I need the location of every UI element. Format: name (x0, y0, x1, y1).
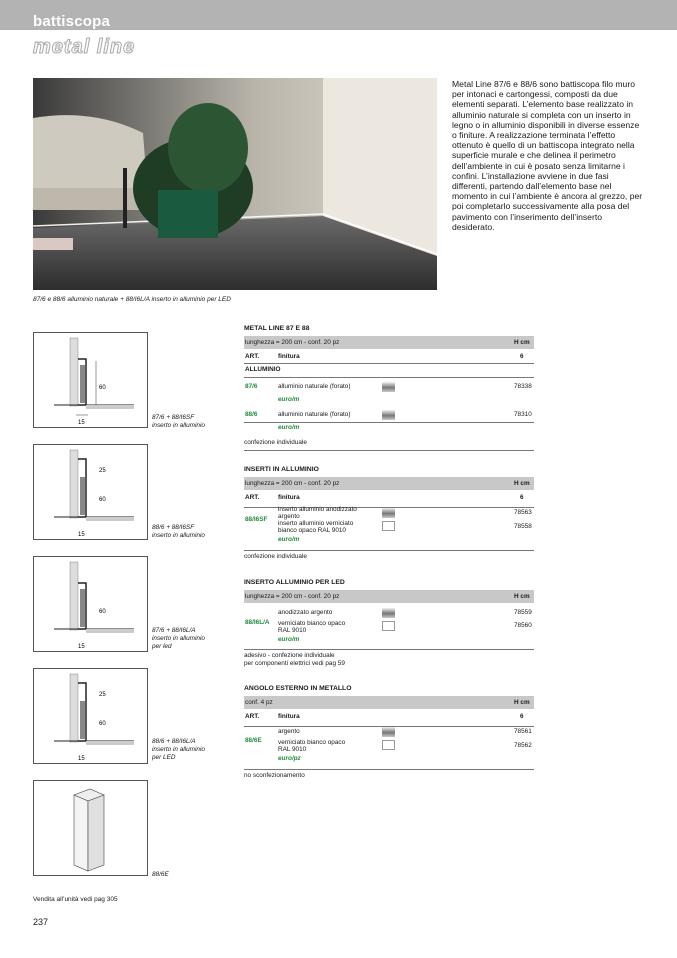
finish: alluminio naturale (forato) (278, 383, 351, 390)
table-spec-row (244, 336, 534, 350)
dim-depth: 15 (78, 756, 85, 762)
table-header-row (244, 710, 534, 724)
profile-drawing (34, 333, 147, 427)
divider (244, 649, 534, 650)
finish-1: anodizzato argento (278, 609, 333, 616)
unit: euro/m (278, 424, 300, 431)
diagram-profile-87-6-led (33, 556, 148, 652)
h-val: 6 (520, 494, 524, 501)
h-col: H cm (514, 593, 530, 600)
table-note: adesivo - confezione individuale per componenti elettrici vedi pag 59 (244, 652, 345, 667)
photo-caption: 87/6 e 88/6 alluminio naturale + 88/I6L/A inserto in alluminio per LED (33, 296, 231, 303)
dim-height: 60 (99, 497, 106, 503)
table-title: INSERTI IN ALLUMINIO (244, 466, 319, 473)
table-metal-line (244, 325, 534, 446)
dim-depth: 15 (78, 644, 85, 650)
dim-height: 60 (99, 609, 106, 615)
table-row (244, 505, 534, 548)
table-inserti-alluminio (244, 466, 534, 560)
table-angolo-esterno (244, 685, 534, 779)
table-note: confezione individuale (244, 553, 307, 560)
swatch-white (382, 621, 395, 631)
table-spec-row (244, 590, 534, 604)
diagram-profile-88-6 (33, 444, 148, 540)
finish-2: inserto alluminio verniciato bianco opaco RAL 9010 (278, 520, 354, 534)
finish-1: inserto alluminio anodizzato argento (278, 506, 357, 520)
table-title: ANGOLO ESTERNO IN METALLO (244, 685, 352, 692)
dim-height: 60 (99, 385, 106, 391)
table-spec-row (244, 477, 534, 491)
dim-depth: 15 (78, 420, 85, 426)
code-num: 78310 (514, 411, 532, 418)
spec: lunghezza = 200 cm - conf. 20 pz (245, 480, 340, 487)
code-num-1: 78563 (514, 509, 532, 516)
code-num-1: 78561 (514, 728, 532, 735)
table-title: METAL LINE 87 E 88 (244, 325, 310, 332)
diagram-label-1: 87/6 + 88/I6SF inserto in alluminio (152, 414, 205, 429)
diagram-corner-88-6e (33, 780, 148, 876)
code-num-2: 78562 (514, 742, 532, 749)
art-col: ART. (245, 494, 260, 501)
table-row (244, 378, 534, 407)
swatch-silver (382, 410, 395, 420)
diagram-label-3: 87/6 + 88/I6L/A inserto in alluminio per led (152, 627, 205, 650)
product-line-title: metal line (33, 36, 136, 58)
spec: lunghezza = 200 cm - conf. 20 pz (245, 593, 340, 600)
table-inserto-led (244, 579, 534, 668)
dim-top: 25 (99, 468, 106, 474)
dim-height: 60 (99, 721, 106, 727)
dim-depth: 15 (78, 532, 85, 538)
spec: lunghezza = 200 cm - conf. 20 pz (245, 339, 340, 346)
code-num: 78338 (514, 383, 532, 390)
finish-col: finitura (278, 353, 300, 360)
table-spec-row (244, 696, 534, 710)
art-col: ART. (245, 353, 260, 360)
header-bar (0, 0, 677, 30)
profile-drawing (34, 557, 147, 651)
room-illustration (33, 78, 437, 290)
finish-col: finitura (278, 713, 300, 720)
h-col: H cm (514, 699, 530, 706)
table-title: INSERTO ALLUMINIO PER LED (244, 579, 345, 586)
page-number: 237 (33, 917, 49, 927)
table-row (244, 604, 534, 648)
art-code: 88/I6L/A (245, 619, 270, 626)
diagram-label-4: 88/6 + 88/I6L/A inserto in alluminio per LED (152, 738, 205, 761)
code-num-2: 78558 (514, 523, 532, 530)
diagram-profile-87-6 (33, 332, 148, 428)
code-num-2: 78560 (514, 622, 532, 629)
table-row (244, 724, 534, 767)
swatch-silver (382, 382, 395, 392)
unit: euro/m (278, 396, 300, 403)
spec: conf. 4 pz (245, 699, 273, 706)
finish-col: finitura (278, 494, 300, 501)
h-col: H cm (514, 480, 530, 487)
profile-drawing (34, 669, 147, 763)
finish: alluminio naturale (forato) (278, 411, 351, 418)
diagram-label-2: 88/6 + 88/I6SF inserto in alluminio (152, 524, 205, 539)
divider (244, 450, 534, 451)
group-row (244, 363, 534, 378)
h-col: H cm (514, 339, 530, 346)
table-header-row (244, 350, 534, 363)
swatch-silver (382, 727, 395, 737)
h-val: 6 (520, 713, 524, 720)
corner-drawing (34, 781, 147, 875)
diagram-profile-88-6-led (33, 668, 148, 764)
unit: euro/m (278, 536, 300, 543)
footer-note: Vendita all’unità vedi pag 305 (33, 896, 118, 903)
h-val: 6 (520, 353, 524, 360)
finish-2: verniciato bianco opaco RAL 9010 (278, 739, 346, 753)
finish-2: verniciato bianco opaco RAL 9010 (278, 620, 346, 634)
art-code: 88/6 (245, 411, 258, 418)
dim-top: 25 (99, 692, 106, 698)
table-note: no sconfezionamento (244, 772, 305, 779)
code-num-1: 78559 (514, 609, 532, 616)
swatch-white (382, 740, 395, 750)
swatch-silver (382, 508, 395, 518)
section-title: battiscopa (33, 13, 111, 30)
art-code: 87/6 (245, 383, 258, 390)
table-row (244, 407, 534, 434)
group-label: ALLUMINIO (245, 366, 281, 373)
art-col: ART. (245, 713, 260, 720)
art-code: 88/6E (245, 737, 262, 744)
table-note: confezione individuale (244, 439, 307, 446)
divider (244, 769, 534, 770)
finish-1: argento (278, 728, 300, 735)
swatch-silver (382, 608, 395, 618)
swatch-white (382, 521, 395, 531)
table-header-row (244, 491, 534, 505)
profile-drawing (34, 445, 147, 539)
diagram-label-5: 88/6E (152, 871, 169, 878)
product-description: Metal Line 87/6 e 88/6 sono battiscopa filo muro per intonaci e cartongessi, composti da due elementi separati. L’elemento base realizzato in alluminio naturale si completa con un inserto in legno o in alluminio disponibili in diverse essenze o finiture. A realizzazione terminata l’effetto ottenuto è quello di un battiscopa integrato nella superficie murale e che delinea il perimetro dell’ambiente in cui è posato senza limitarne i confini. L’installazione avviene in due fasi differenti, partendo dall’elemento base nel momento in cui l’ambiente è ancora al grezzo, per poi completarlo successivamente alla posa del pavimento con l’inserimento dell’inserto desiderato. (452, 79, 643, 232)
unit: euro/pz (278, 755, 301, 762)
art-code: 88/I6SF (245, 516, 268, 523)
unit: euro/m (278, 636, 300, 643)
divider (244, 550, 534, 551)
room-photo (33, 78, 437, 290)
